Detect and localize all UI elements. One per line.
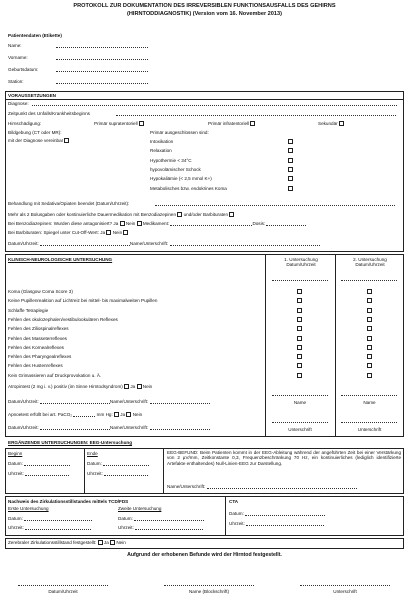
barbi-nein-label: Nein (112, 230, 123, 235)
klinisch-item: Koma (Glasgow Coma Score 3) (8, 289, 73, 294)
apnoe-label: Apnoetest erfüllt bei art. PaCO₂ (8, 412, 73, 417)
col1-sign-field[interactable] (272, 418, 328, 423)
atropin-ja-label: Ja (130, 384, 136, 389)
patient-field-label: Vorname: (8, 55, 28, 60)
zeitpunkt-field[interactable] (116, 111, 396, 116)
zirk1-datum-field[interactable] (24, 516, 92, 521)
patient-field-label: Station: (8, 79, 24, 84)
ende-uhrzeit-field[interactable] (104, 471, 148, 476)
eeg-name-field[interactable] (207, 484, 357, 489)
col2-sub: Datum/Uhrzeit (355, 262, 385, 268)
beginn-datum-label: Datum: (8, 461, 23, 466)
footer-sign-field[interactable] (300, 581, 390, 586)
klinisch-col1-checkbox[interactable] (297, 326, 302, 331)
klinisch-item: Kein Grimassieren auf Druckprovokation u. Ä. (8, 372, 102, 378)
atropin-nein-checkbox[interactable] (137, 384, 142, 389)
eeg-beginn-label: Beginn (8, 451, 23, 456)
bolus-checkbox[interactable] (177, 212, 182, 217)
patient-field-input[interactable] (56, 55, 148, 60)
klinisch-item: Schlaffe Tetraplegie (8, 307, 49, 313)
zirk1-uhrzeit-field[interactable] (25, 525, 91, 530)
diagnose-field[interactable] (32, 101, 397, 106)
eeg-befund: EEG-BEFUND: Beim Patienten kommt in der EEG-Ableitung während der angeführten Zeit bei einer Verstärkung von 2 µV/mm, Zeitkonstante 0,3, Frequenzbeschränkung 70 Hz, ein kontinuierliches (lediglich identifizierte Artefakte enthaltendes) Null-Linien-EEG zur Darstellung. (167, 450, 401, 466)
barbi-nein-checkbox[interactable] (123, 230, 128, 235)
voraus-datum-label: Datum/Uhrzeit: (8, 241, 39, 246)
atropin-datum-label: Datum/Uhrzeit: (8, 399, 39, 404)
apnoe-ja-checkbox[interactable] (114, 412, 119, 417)
footer-name-field[interactable] (164, 581, 254, 586)
zirk2-datum-field[interactable] (134, 516, 204, 521)
beginn-uhrzeit-field[interactable] (25, 471, 69, 476)
benzo-nein-checkbox[interactable] (137, 221, 142, 226)
patient-field-label: Name: (8, 43, 22, 48)
benzo-nein-label: Nein (125, 221, 136, 226)
zerebral-ja-checkbox[interactable] (98, 540, 103, 545)
bildgebung-label: Bildgebung (CT oder MR): (8, 130, 62, 135)
primaer-infra-label: Primär infratentoriell (208, 121, 250, 126)
ausschluss-checkbox[interactable] (288, 167, 293, 172)
ausgeschlossen-label: Primär ausgeschlossen sind: (150, 130, 209, 135)
zeitpunkt-label: Zeitpunkt des Unfalls/Krankheitsbeginns (8, 111, 90, 116)
zirk2-uhrzeit-field[interactable] (135, 525, 203, 530)
hirnschaedigung-label: Hirnschädigung: (8, 121, 42, 126)
voraus-name-field[interactable] (170, 241, 320, 246)
col2-name-label: Name (363, 400, 376, 405)
klinisch-col1-checkbox[interactable] (297, 308, 302, 313)
col2-sign-label: Unterschrift (357, 427, 382, 432)
ausschluss-label: hypovolämischer Schock (150, 166, 201, 172)
klinisch-item: Fehlen des Masseterreflexes (8, 335, 67, 341)
patient-field-row (8, 43, 148, 48)
voraus-heading: VORAUSSETZUNGEN (8, 93, 56, 98)
apnoe-nein-label: Nein (132, 412, 143, 417)
barbi-question: Bei Barbituraten: Spiegel unter Cut-Off-Wert: (8, 230, 99, 235)
eeg-heading: ERGÄNZENDE UNTERSUCHUNGEN: EEG-Untersuchung (8, 440, 133, 445)
footer-datum-label: Datum/Uhrzeit (48, 589, 78, 594)
zerebral-nein-label: Nein (116, 540, 126, 545)
zerebral-nein-checkbox[interactable] (110, 540, 115, 545)
ausschluss-label: Intoxikation (150, 139, 174, 144)
footer-name-label: Name (Blockschrift) (188, 589, 230, 594)
zerebral-label: Zerebraler Zirkulationsstillstand festgestellt: (8, 540, 97, 545)
ausschluss-checkbox[interactable] (288, 139, 293, 144)
atropin-datum-field[interactable] (40, 399, 110, 404)
benzo-question: Bei Benzodiazepinen: Wurden diese antagonisiert? (8, 221, 113, 226)
beginn-uhrzeit-label: Uhrzeit: (8, 471, 24, 476)
mit-diagnose-label: mit der Diagnose vereinbar (8, 138, 64, 143)
klinisch-col2-checkbox[interactable] (367, 354, 372, 359)
atropin-ja-checkbox[interactable] (124, 384, 129, 389)
zirk1-datum-label: Datum: (8, 516, 23, 521)
klinisch-col1-checkbox[interactable] (297, 345, 302, 350)
eeg-name-label: Name/Unterschrift: (167, 484, 206, 489)
apnoe-ja-label: Ja (120, 412, 126, 417)
col1-name-label: Name (293, 400, 307, 405)
klinisch-col2-checkbox[interactable] (367, 298, 372, 303)
zirk-erste-label: Erste Untersuchung (8, 506, 49, 511)
klinisch-item: Fehlen des Pharyngealreflexes (8, 354, 72, 360)
patient-field-row (8, 67, 148, 72)
cta-datum-field[interactable] (245, 511, 325, 516)
zirk2-uhrzeit-label: Uhrzeit: (118, 525, 134, 530)
ausschluss-label: Relaxation (150, 148, 172, 154)
medikament-label: Medikament: (142, 221, 170, 226)
atropin-name-label: Name/Unterschrift: (109, 399, 149, 404)
barbi-checkbox[interactable] (229, 212, 234, 217)
klinisch-col1-checkbox[interactable] (297, 289, 302, 294)
ausschluss-label: Metabolisches bzw. endokrines Koma (150, 185, 227, 191)
apnoe-nein-checkbox[interactable] (126, 412, 131, 417)
klinisch-item: Fehlen des Ziliospinalreflexes (8, 326, 69, 332)
apnoe-name-label: Name/Unterschrift: (109, 425, 149, 430)
klinisch-col2-checkbox[interactable] (367, 308, 372, 313)
apnoe-datum-field[interactable] (40, 425, 110, 430)
form-title (0, 3, 409, 18)
ende-uhrzeit-label: Uhrzeit: (87, 471, 103, 476)
apnoe-datum-label: Datum/Uhrzeit: (8, 425, 39, 430)
col1-sign-label: Unterschrift (288, 427, 312, 432)
primaer-supra-checkbox[interactable] (139, 121, 144, 126)
klinisch-col1-checkbox[interactable] (297, 317, 302, 322)
col2-heading: 2. Untersuchung (353, 257, 387, 262)
patient-field-row (8, 79, 148, 84)
klinisch-col1-checkbox[interactable] (297, 298, 302, 303)
col1-name-field[interactable] (272, 391, 328, 396)
ausschluss-checkbox[interactable] (288, 186, 293, 191)
zirk2-datum-label: Datum: (118, 516, 133, 521)
klinisch-col1-checkbox[interactable] (297, 354, 302, 359)
medikament-field[interactable] (170, 221, 252, 226)
footer-datum-field[interactable] (18, 581, 108, 586)
apnoe-field[interactable] (73, 412, 95, 417)
mmhg-label: mm Hg: (96, 412, 113, 417)
klinisch-col2-checkbox[interactable] (367, 289, 372, 294)
voraus-datum-field[interactable] (40, 241, 130, 246)
title-line-2: (HIRNTODDIAGNOSTIK) (Version vom 16. November 2013) (126, 10, 282, 17)
eeg-ende-label: Ende (87, 451, 98, 456)
klinisch-heading: KLINISCH-NEUROLOGISCHE UNTERSUCHUNG (8, 257, 113, 262)
ausschluss-label: Hypokaliämie (< 2,5 mmol K+) (150, 176, 212, 182)
klinisch-item: Keine Pupillenreaktion auf Lichtreiz bei mittel- bis maximalweiten Pupillen (8, 298, 158, 304)
barbi-ja-checkbox[interactable] (106, 230, 111, 235)
klinisch-col1-checkbox[interactable] (297, 373, 302, 378)
final-statement: Aufgrund der erhobenen Befunde wird der Hirntod festgestellt. (127, 552, 282, 558)
primaer-supra-label: Primär supratentoriell (94, 121, 138, 126)
beginn-datum-field[interactable] (24, 461, 70, 466)
cta-datum-label: Datum: (229, 511, 244, 516)
zerebral-ja-label: Ja (103, 540, 109, 545)
klinisch-col2-checkbox[interactable] (367, 345, 372, 350)
atropin-name-field[interactable] (150, 399, 210, 404)
ausschluss-checkbox[interactable] (288, 158, 293, 163)
klinisch-col2-checkbox[interactable] (367, 326, 372, 331)
title-line-1: PROTOKOLL ZUR DOKUMENTATION DES IRREVERSIBLEN FUNKTIONSAUSFALLS DES GEHIRNS (73, 3, 336, 9)
barbi-label: und/oder Barbituraten (183, 212, 229, 217)
primaer-infra-checkbox[interactable] (250, 121, 255, 126)
ausschluss-label: Hypothermie < 34°C (150, 157, 192, 163)
zirk-heading: Nachweis des Zirkulationsstillstandes mittels TCD/FDS (8, 499, 129, 504)
barbi-ja-label: Ja (100, 230, 106, 235)
benzo-ja-label: Ja (113, 221, 119, 226)
bildgebung-checkbox[interactable] (64, 138, 69, 143)
diagnose-label: Diagnose: (8, 101, 29, 106)
col2-sign-field[interactable] (341, 418, 397, 423)
col1-heading: 1. Untersuchung (284, 257, 318, 262)
patient-field-input[interactable] (56, 43, 148, 48)
klinisch-col2-checkbox[interactable] (367, 363, 372, 368)
klinisch-section (5, 254, 404, 437)
col1-datum-field[interactable] (272, 276, 328, 281)
footer-sign-label: Unterschrift (333, 589, 357, 594)
sedativa-label: Behandlung mit Sedativa/Opiaten beendet (Datum/Uhrzeit): (8, 201, 130, 206)
zirk-zweite-label: Zweite Untersuchung (118, 506, 162, 511)
zirk1-uhrzeit-label: Uhrzeit: (8, 525, 24, 530)
klinisch-col1-checkbox[interactable] (297, 363, 302, 368)
klinisch-item: Fehlen des Kornealreflexes (8, 344, 64, 350)
benzo-ja-checkbox[interactable] (120, 221, 125, 226)
voraus-name-label: Name/Unterschrift: (129, 241, 169, 246)
patient-heading: Patientendaten (Etikette) (8, 33, 62, 38)
klinisch-col2-checkbox[interactable] (367, 317, 372, 322)
sekundaer-checkbox[interactable] (339, 121, 344, 126)
patient-field-input[interactable] (56, 79, 148, 84)
patient-field-row (8, 55, 148, 60)
apnoe-name-field[interactable] (150, 425, 210, 430)
dosis-label: Dosis: (252, 221, 266, 226)
klinisch-item: Fehlen des okulozephalen/vestibulookulären Reflexes (8, 316, 118, 322)
sedativa-field[interactable] (155, 201, 395, 206)
atropin-label: Atropintest (2 mg i. v.) positiv (im Sinne Hirntodsyndrom) (8, 384, 123, 389)
cta-label: CTA (229, 499, 239, 504)
col2-datum-field[interactable] (341, 276, 397, 281)
col1-sub: Datum/Uhrzeit (286, 262, 316, 268)
sekundaer-label: Sekundär (318, 121, 338, 126)
patient-field-input[interactable] (56, 67, 148, 72)
bolus-label: Mehr als 2 Bolusgaben oder kontinuierliche Dauermedikation mit Benzodiazepinen (8, 212, 177, 217)
cta-uhrzeit-label: Uhrzeit: (229, 521, 245, 526)
ende-datum-field[interactable] (103, 461, 149, 466)
dosis-field[interactable] (266, 221, 306, 226)
klinisch-col1-checkbox[interactable] (297, 336, 302, 341)
klinisch-item: Fehlen des Hustenreflexes (8, 363, 63, 369)
patient-field-label: Geburtsdatum: (8, 67, 39, 72)
klinisch-col2-checkbox[interactable] (367, 373, 372, 378)
atropin-nein-label: Nein (142, 384, 153, 389)
klinisch-col2-checkbox[interactable] (367, 336, 372, 341)
ende-datum-label: Datum: (87, 461, 102, 466)
ausschluss-checkbox[interactable] (288, 148, 293, 153)
cta-uhrzeit-field[interactable] (246, 521, 324, 526)
ausschluss-checkbox[interactable] (288, 176, 293, 181)
col2-name-field[interactable] (341, 391, 397, 396)
